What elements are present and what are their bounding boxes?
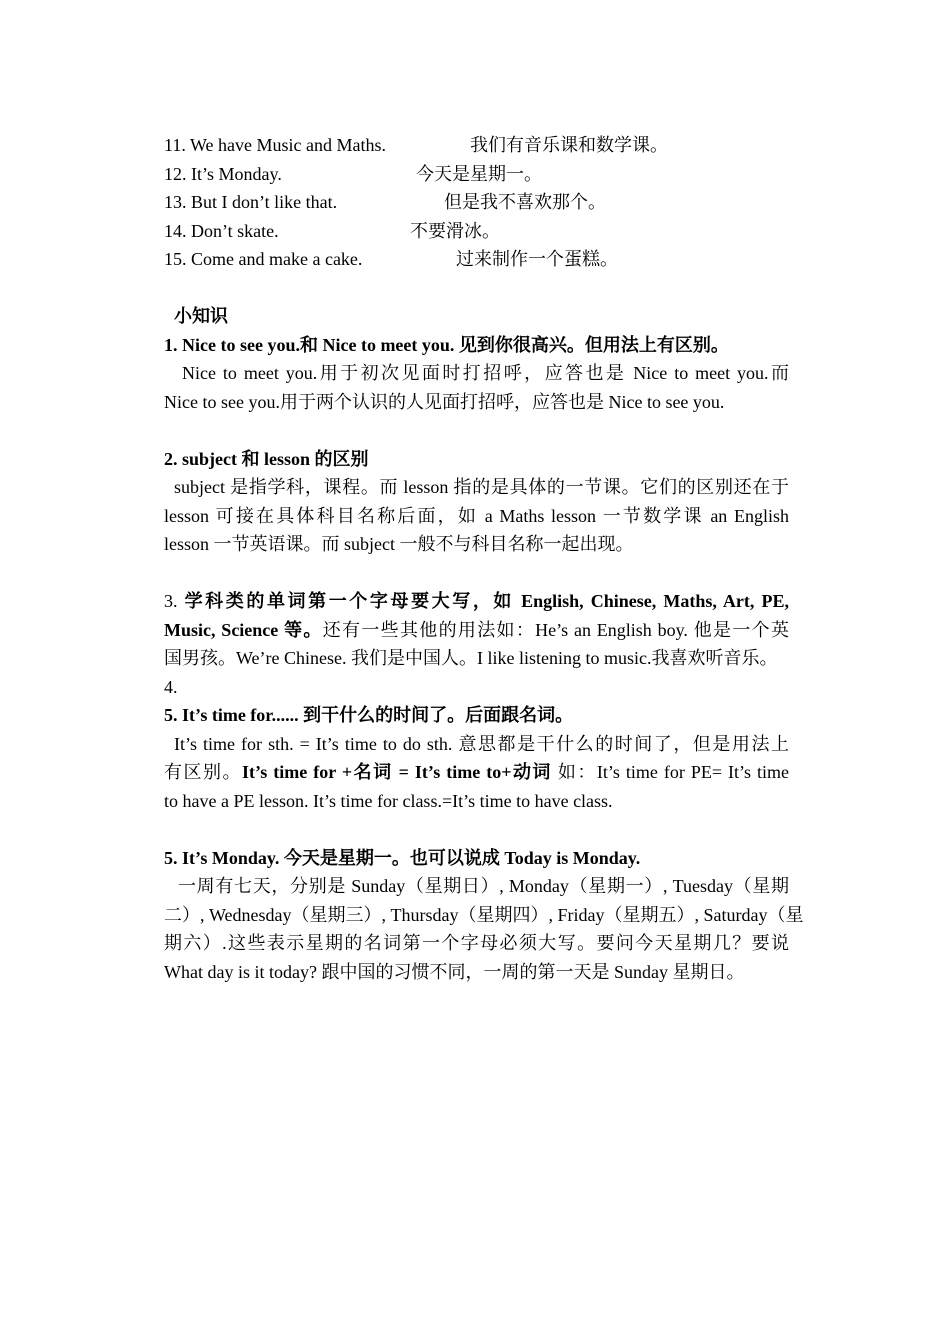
sentence-row <box>164 131 789 160</box>
sentence-english: 14. Don’t skate. <box>164 220 279 241</box>
sentence-english: 13. But I don’t like that. <box>164 192 338 212</box>
sentence-chinese: 但是我不喜欢那个。 <box>444 192 606 212</box>
sentence-row <box>164 188 789 217</box>
section-number: 3. <box>164 591 178 611</box>
section-bold-text: It’s time for +名词 = It’s time to+动词 <box>241 762 552 782</box>
section-text: 国男孩。We’re Chinese. 我们是中国人。I like listening to music.我喜欢听音乐。 <box>164 648 778 668</box>
section-text: lesson 一节英语课。而 subject 一般不与科目名称一起出现。 <box>164 534 634 554</box>
section-heading: 2. subject 和 lesson 的区别 <box>164 448 369 469</box>
sentence-english: 12. It’s Monday. <box>164 163 282 184</box>
section-text <box>164 758 789 787</box>
knowledge-section-4: 4. <box>164 676 178 697</box>
section-text-part: 如：It’s time for PE= It’s time <box>551 762 790 782</box>
knowledge-section-3 <box>164 587 789 673</box>
sentence-list <box>164 131 789 274</box>
section-heading: 5. It’s time for...... 到干什么的时间了。后面跟名词。 <box>164 705 574 725</box>
knowledge-section-6 <box>164 844 804 987</box>
section-text: 二）, Wednesday（星期三）, Thursday（星期四）, Friday（星期五）, Saturday（星 <box>164 904 804 925</box>
knowledge-section-5 <box>164 701 789 815</box>
section-bold-text: Music, Science 等。 <box>164 619 323 640</box>
sentence-row <box>164 245 789 274</box>
sentence-chinese: 不要滑冰。 <box>410 220 500 241</box>
document-content <box>164 131 804 986</box>
section-text: subject 是指学科，课程。而 lesson 指的是具体的一节课。它们的区别还在于 <box>174 477 789 497</box>
sentence-chinese: 今天是星期一。 <box>416 163 542 184</box>
knowledge-title: 小知识 <box>174 306 228 326</box>
section-text: 一周有七天，分别是 Sunday（星期日）, Monday（星期一）, Tuesday（星期 <box>178 876 789 896</box>
section-heading: 5. It’s Monday. 今天是星期一。也可以说成 Today is Monday. <box>164 847 641 868</box>
section-text-part: 还有一些其他的用法如：He’s an English boy. 他是一个英 <box>322 619 789 640</box>
knowledge-section-1 <box>164 331 789 417</box>
section-text-part: 有区别。 <box>164 762 242 782</box>
section-text: Nice to see you.用于两个认识的人见面打招呼，应答也是 Nice to see you. <box>164 391 725 412</box>
section-text: 期六）.这些表示星期的名词第一个字母必须大写。要问今天星期几？要说 <box>164 933 789 953</box>
sentence-row <box>164 160 789 189</box>
sentence-english: 15. Come and make a cake. <box>164 249 363 269</box>
knowledge-section-2 <box>164 445 789 559</box>
section-text: It’s time for sth. = It’s time to do sth. 意思都是干什么的时间了，但是用法上 <box>174 733 789 754</box>
sentence-chinese: 过来制作一个蛋糕。 <box>456 249 618 269</box>
section-text <box>164 616 789 645</box>
sentence-row <box>164 217 789 246</box>
section-text <box>164 587 789 616</box>
section-text: Nice to meet you.用于初次见面时打招呼，应答也是 Nice to meet you.而 <box>182 363 789 383</box>
section-text: to have a PE lesson. It’s time for class.=It’s time to have class. <box>164 790 613 811</box>
section-text: lesson 可接在具体科目名称后面，如 a Maths lesson 一节数学课 an English <box>164 505 789 526</box>
section-bold-text: 学科类的单词第一个字母要大写，如 English, Chinese, Maths, Art, PE, <box>184 591 789 611</box>
sentence-english: 11. We have Music and Maths. <box>164 135 387 155</box>
section-text: What day is it today? 跟中国的习惯不同，一周的第一天是 Sunday 星期日。 <box>164 961 745 982</box>
section-heading: 1. Nice to see you.和 Nice to meet you. 见到你很高兴。但用法上有区别。 <box>164 334 729 355</box>
sentence-chinese: 我们有音乐课和数学课。 <box>470 135 668 155</box>
